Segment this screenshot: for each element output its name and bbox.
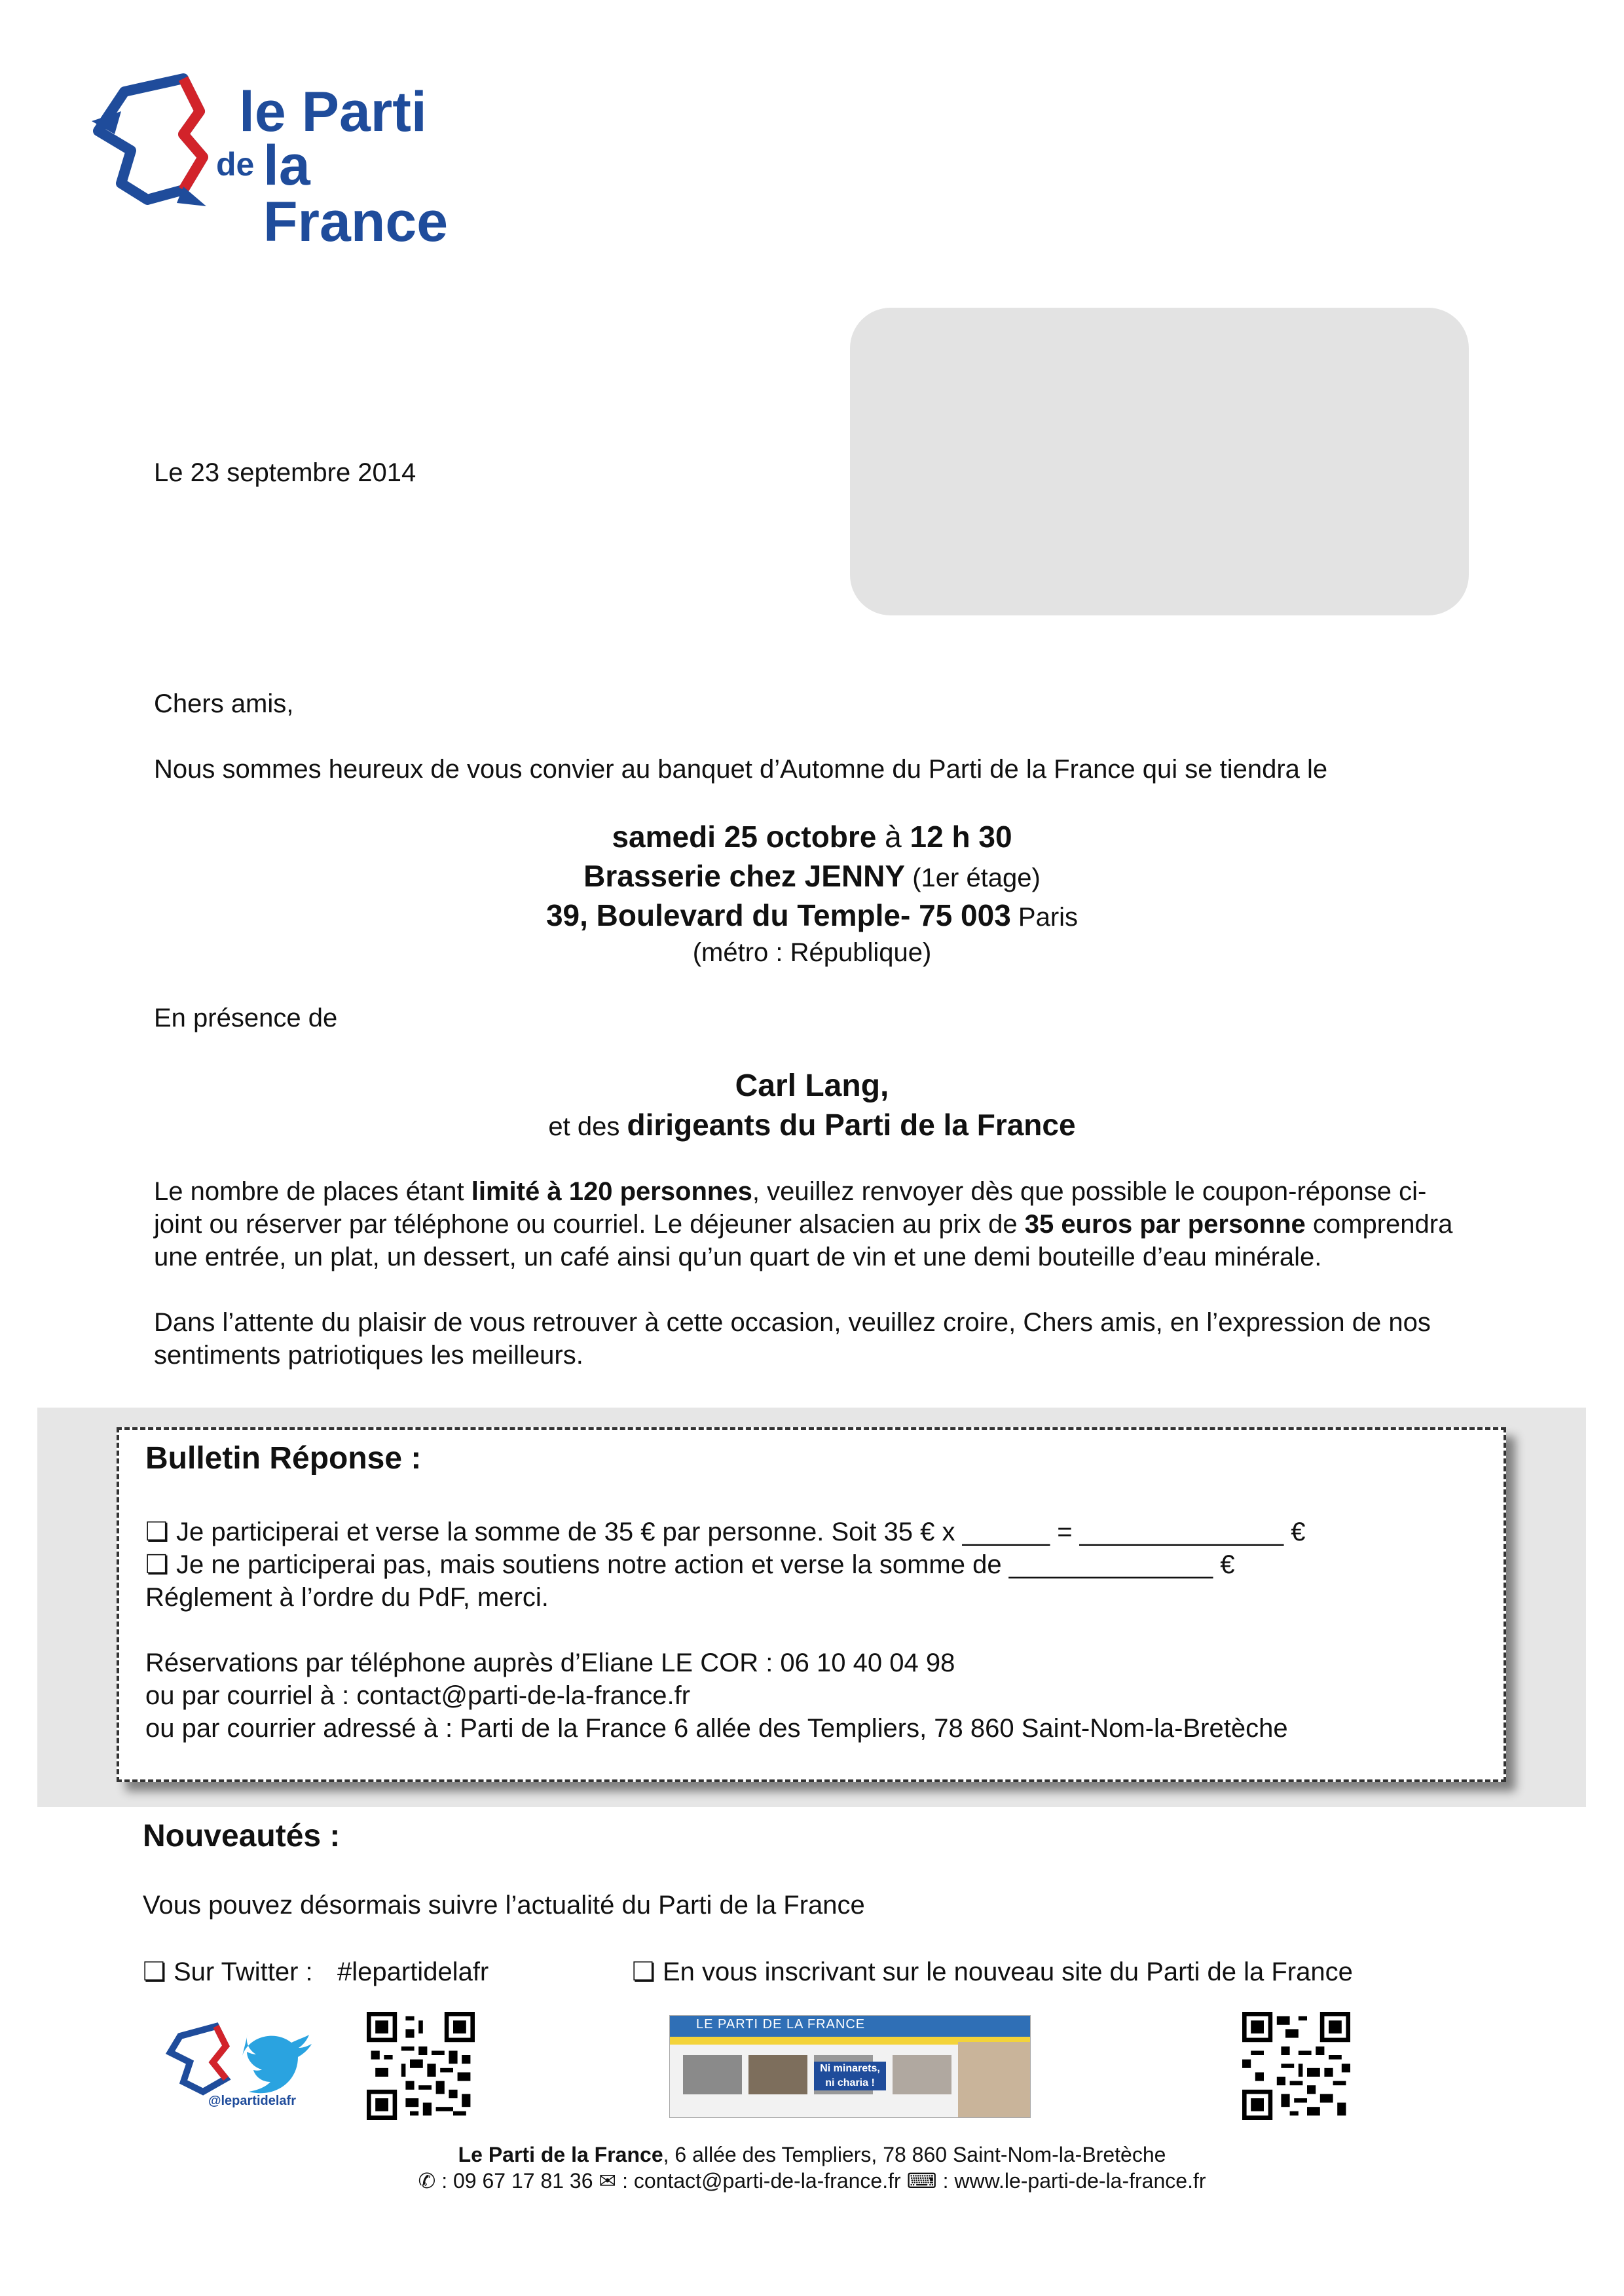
- guest-group: et des dirigeants du Parti de la France: [548, 1108, 1076, 1142]
- intro-text: Nous sommes heureux de vous convier au banquet d’Automne du Parti de la France qui se tiendra le: [154, 755, 1328, 784]
- event-metro: (métro : République): [692, 938, 932, 967]
- greeting: Chers amis,: [154, 689, 294, 718]
- closing-paragraph: Dans l’attente du plaisir de vous retrouver à cette occasion, veuillez croire, Chers amis, en l’expression de nos sentiments patriotiques les meilleurs.: [154, 1308, 1431, 1370]
- website-headline: Ni minarets, ni charia !: [814, 2062, 886, 2090]
- event-date: samedi 25 octobre à 12 h 30: [612, 820, 1012, 854]
- logo-line1: le Parti: [239, 81, 427, 143]
- guest-name: Carl Lang,: [735, 1068, 889, 1103]
- coupon-postal: ou par courrier adressé à : Parti de la France 6 allée des Templiers, 78 860 Saint-Nom-la-Bretèche: [145, 1714, 1288, 1743]
- twitter-badge: @lepartidelafr: [208, 2094, 296, 2108]
- coupon-option-support[interactable]: ❏ Je ne participerai pas, mais soutiens notre action et verse la somme de ______________ €: [145, 1550, 1235, 1579]
- places-paragraph: Le nombre de places étant limité à 120 personnes, veuillez renvoyer dès que possible le coupon-réponse ci- joint ou réserver par téléphone ou courriel. Le déjeuner alsacien au prix de 35 euros par personne comprendra une entrée, un plat, un dessert, un café ainsi qu’un quart de vin et une demi bouteille d’eau minérale.: [154, 1177, 1453, 1271]
- website-thumbnail[interactable]: [669, 2015, 1031, 2118]
- footer-address: Le Parti de la France, 6 allée des Templiers, 78 860 Saint-Nom-la-Bretèche: [458, 2143, 1166, 2166]
- address-window: [850, 308, 1469, 615]
- twitter-handle[interactable]: #lepartidelafr: [337, 1958, 489, 1986]
- coupon-payment-order: Réglement à l’ordre du PdF, merci.: [145, 1583, 549, 1612]
- coupon-phone: Réservations par téléphone auprès d’Eliane LE COR : 06 10 40 04 98: [145, 1649, 955, 1677]
- party-logo: [85, 72, 504, 253]
- coupon-title: Bulletin Réponse :: [145, 1441, 422, 1476]
- footer-contacts: ✆ : 09 67 17 81 36 ✉ : contact@parti-de-la-france.fr ⌨ : www.le-parti-de-la-france.fr: [418, 2169, 1206, 2193]
- presence-text: En présence de: [154, 1004, 338, 1032]
- logo-de: de: [216, 146, 255, 183]
- news-title: Nouveautés :: [143, 1819, 341, 1853]
- news-intro: Vous pouvez désormais suivre l’actualité du Parti de la France: [143, 1891, 865, 1920]
- coupon-option-attend[interactable]: ❏ Je participerai et verse la somme de 35 € par personne. Soit 35 € x ______ = ______________ €: [145, 1518, 1306, 1546]
- twitter-label: ❏ Sur Twitter :: [143, 1958, 313, 1986]
- logo-line2: la France: [263, 134, 449, 253]
- coupon-email: ou par courriel à : contact@parti-de-la-france.fr: [145, 1681, 691, 1710]
- france-map-icon: [85, 72, 223, 210]
- website-label: ❏ En vous inscrivant sur le nouveau site du Parti de la France: [632, 1958, 1353, 1986]
- website-banner-text: LE PARTI DE LA FRANCE: [696, 2017, 866, 2032]
- twitter-qr-code[interactable]: [367, 2012, 475, 2120]
- website-qr-code[interactable]: [1242, 2012, 1350, 2120]
- event-address: 39, Boulevard du Temple- 75 003 Paris: [545, 898, 1079, 932]
- letter-date: Le 23 septembre 2014: [154, 458, 416, 487]
- event-venue: Brasserie chez JENNY (1er étage): [583, 859, 1041, 893]
